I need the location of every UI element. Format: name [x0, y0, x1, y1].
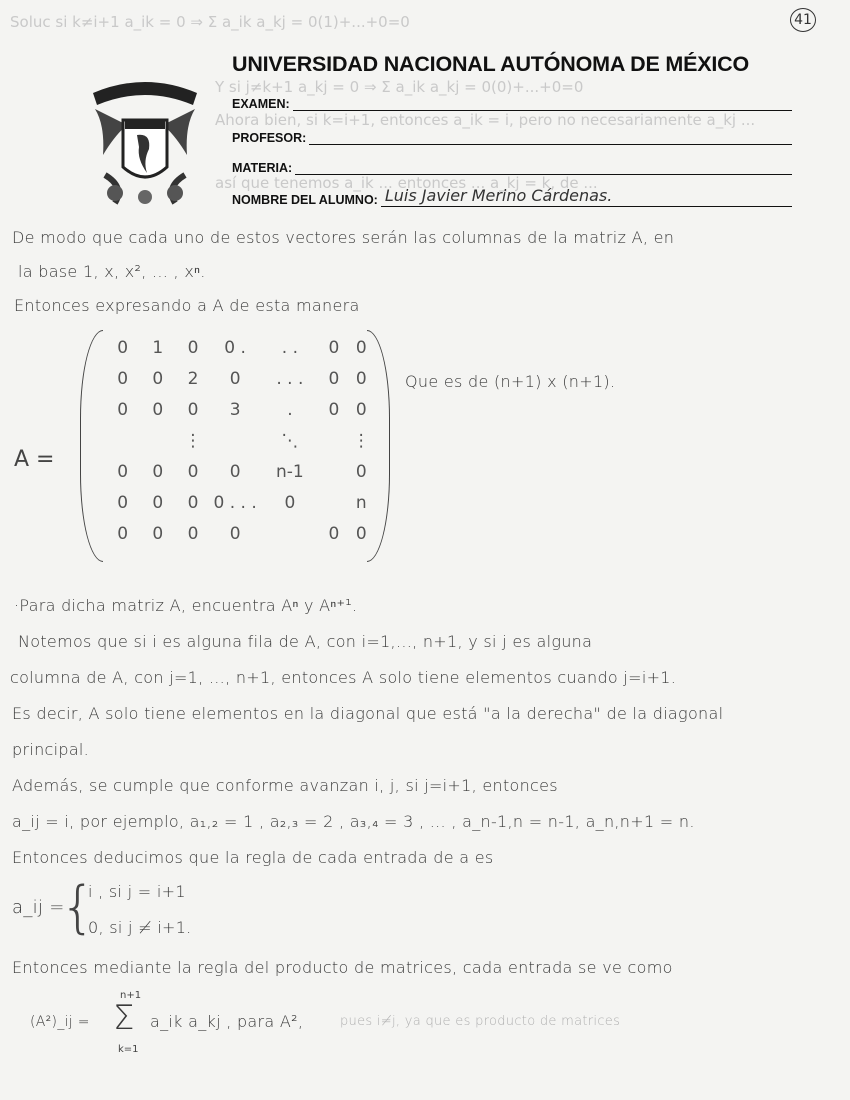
profesor-line — [309, 130, 792, 145]
matrix-cell — [105, 431, 140, 451]
matrix-cell: 0 — [117, 369, 129, 389]
examen-field — [232, 96, 792, 111]
sigma-symbol: Σ — [113, 998, 135, 1038]
sum-lhs — [30, 1014, 90, 1030]
page-number: 41 — [790, 8, 816, 32]
bleed-through-text: Y si j≠k+1 a_kj = 0 ⇒ Σ a_ik a_kj = 0(0)+...+0=0 — [215, 78, 584, 96]
text-line: Es decir, A solo tiene elementos en la diagonal que está "a la derecha" de la diagonal — [12, 704, 724, 723]
matrix-cell: 0 — [152, 400, 164, 420]
matrix-cell: . . . — [276, 369, 304, 389]
text-line: principal. — [12, 740, 90, 759]
matrix-row — [105, 369, 375, 389]
matrix-cell: 1 — [152, 338, 164, 358]
profesor-label: PROFESOR: — [232, 131, 307, 145]
matrix-cell — [320, 462, 347, 482]
matrix-row — [105, 493, 375, 513]
matrix-cell: n — [355, 493, 367, 513]
text-line: columna de A, con j=1, ..., n+1, entonces A solo tiene elementos cuando j=i+1. — [10, 668, 677, 687]
piecewise-brace: { — [60, 875, 96, 940]
matrix-cell: 0 — [187, 493, 199, 513]
profesor-field — [232, 130, 792, 145]
matrix-cell: 0 — [328, 369, 340, 389]
alumno-value: Luis Javier Merino Cárdenas. — [384, 186, 613, 205]
matrix-cell — [320, 431, 347, 451]
matrix-cell: 0 — [355, 524, 367, 544]
matrix-cell — [140, 431, 175, 451]
matrix-cell: 0 — [152, 493, 164, 513]
matrix-cell: 0 — [187, 462, 199, 482]
matrix-cell: 0 — [328, 400, 340, 420]
bleed-through-text: así que tenemos a_ik ... entonces ... a_kj = k, de ... — [215, 174, 598, 192]
sum-body: a_ik a_kj , para A², — [150, 1012, 304, 1031]
matrix-cell: 0 — [152, 524, 164, 544]
matrix-a — [80, 330, 390, 560]
bleed-through-text: Ahora bien, si k=i+1, entonces a_ik = i, pero no necesariamente a_kj ... — [215, 111, 756, 129]
text-line: Entonces expresando a A de esta manera — [14, 296, 360, 315]
case-2: 0, si j ≠ i+1. — [88, 918, 192, 937]
matrix-cell: 0 — [152, 462, 164, 482]
matrix-size-note: Que es de (n+1) x (n+1). — [405, 372, 616, 391]
left-parenthesis — [80, 330, 103, 562]
materia-field — [232, 160, 792, 175]
text-line: Entonces deducimos que la regla de cada entrada de a es — [12, 848, 494, 867]
matrix-cell: 0 — [355, 338, 367, 358]
matrix-cell: 0 . — [224, 338, 246, 358]
matrix-cell: ⋮ — [352, 431, 370, 451]
materia-line — [295, 160, 792, 175]
university-title: UNIVERSIDAD NACIONAL AUTÓNOMA DE MÉXICO — [232, 52, 749, 76]
matrix-cell: 0 — [284, 493, 296, 513]
matrix-cell: 2 — [187, 369, 199, 389]
matrix-cell: 0 — [229, 369, 241, 389]
matrix-cell: 0 . . . — [213, 493, 257, 513]
alumno-field — [232, 186, 792, 207]
matrix-label: A = — [14, 447, 55, 472]
sum-lhs-text: (A²)_ij = — [30, 1014, 90, 1030]
matrix-row — [105, 400, 375, 420]
examen-line — [293, 96, 792, 111]
unam-seal-logo — [85, 75, 205, 207]
matrix-cell: 0 — [117, 338, 129, 358]
matrix-cell: 0 — [117, 524, 129, 544]
matrix-cell: 0 — [229, 462, 241, 482]
matrix-cell: . . — [281, 338, 298, 358]
matrix-row — [105, 431, 375, 451]
sum-upper-limit: n+1 — [120, 990, 142, 1001]
matrix-cell: 0 — [117, 400, 129, 420]
matrix-cell: . — [287, 400, 293, 420]
aij-label: a_ij = — [12, 897, 65, 918]
text-line: la base 1, x, x², ... , xⁿ. — [18, 262, 206, 281]
question-line: ·Para dicha matriz A, encuentra Aⁿ y Aⁿ⁺¹. — [14, 596, 358, 615]
text-line: a_ij = i, por ejemplo, a₁,₂ = 1 , a₂,₃ = 2 , a₃,₄ = 3 , ... , a_n-1,n = n-1, a_n,n+1 = n. — [12, 812, 695, 831]
alumno-line — [381, 186, 792, 207]
text-line: Entonces mediante la regla del producto de matrices, cada entrada se ve como — [12, 958, 673, 977]
matrix-cell: 0 — [328, 338, 340, 358]
matrix-cell: ⋱ — [281, 431, 299, 451]
sum-lower-limit: k=1 — [118, 1044, 139, 1055]
matrix-cell: 0 — [229, 524, 241, 544]
matrix-cell: ⋮ — [184, 431, 202, 451]
matrix-row — [105, 524, 375, 544]
matrix-cell: 0 — [355, 462, 367, 482]
bleed-through-text: Soluc si k≠i+1 a_ik = 0 ⇒ Σ a_ik a_kj = 0(1)+...+0=0 — [10, 13, 410, 31]
text-line: Además, se cumple que conforme avanzan i, j, si j=i+1, entonces — [12, 776, 558, 795]
matrix-cell: 0 — [152, 369, 164, 389]
text-line: Notemos que si i es alguna fila de A, con i=1,..., n+1, y si j es alguna — [18, 632, 593, 651]
faint-note: pues i≠j, ya que es producto de matrices — [340, 1014, 621, 1029]
matrix-cell: 0 — [187, 400, 199, 420]
matrix-cell — [320, 493, 347, 513]
matrix-cell: 0 — [117, 493, 129, 513]
alumno-label: NOMBRE DEL ALUMNO: — [232, 193, 378, 207]
matrix-cell: n-1 — [276, 462, 304, 482]
matrix-cell: 0 — [187, 524, 199, 544]
matrix-cell — [211, 431, 260, 451]
matrix-cell: 0 — [355, 400, 367, 420]
matrix-row — [105, 462, 375, 482]
matrix-cell: 0 — [117, 462, 129, 482]
matrix-cell: 0 — [328, 524, 340, 544]
materia-label: MATERIA: — [232, 161, 293, 175]
case-1: i , si j = i+1 — [88, 882, 186, 901]
matrix-cell: 3 — [229, 400, 241, 420]
matrix-cell — [260, 524, 321, 544]
text-line: De modo que cada uno de estos vectores serán las columnas de la matriz A, en — [12, 228, 675, 247]
matrix-row — [105, 338, 375, 358]
matrix-cell: 0 — [355, 369, 367, 389]
matrix-cell: 0 — [187, 338, 199, 358]
examen-label: EXAMEN: — [232, 97, 290, 111]
